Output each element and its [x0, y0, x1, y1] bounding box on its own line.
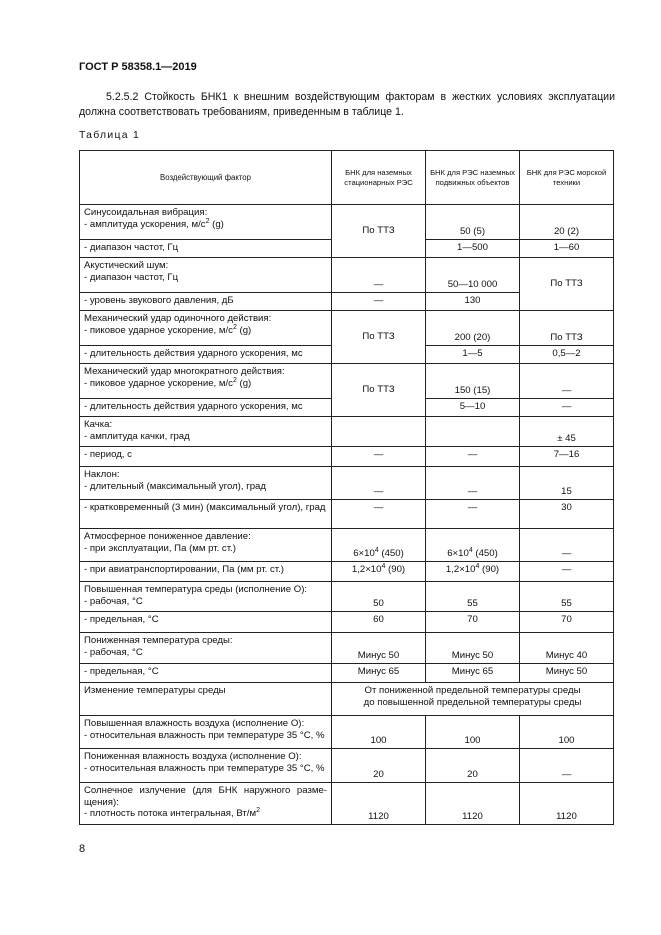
table-row	[80, 664, 614, 683]
value-cell: По ТТЗ	[332, 205, 426, 258]
table-row	[80, 612, 614, 633]
factor-cell	[80, 582, 332, 612]
value-cell: 130	[426, 293, 520, 311]
value-cell: 70	[426, 612, 520, 633]
document-header: ГОСТ Р 58358.1—2019	[79, 61, 197, 73]
factors-table	[79, 150, 614, 825]
value-cell: 1—500	[426, 240, 520, 258]
factor-title: Повышенная температура среды (исполнение О):	[84, 584, 308, 595]
header-col-mobile: БНК для РЭС наземных подвижных объектов	[426, 151, 520, 205]
value-cell: Минус 65	[332, 664, 426, 683]
table-row	[80, 562, 614, 582]
value-cell: —	[520, 399, 614, 417]
factor-title: Пониженная температура среды:	[84, 635, 233, 646]
value-cell	[426, 417, 520, 447]
factor-param: - амплитуда качки, град	[84, 430, 190, 442]
value-cell: 70	[520, 612, 614, 633]
value-cell: 0,5—2	[520, 346, 614, 364]
value-cell: $6\times 10^4$ (450)	[426, 529, 520, 562]
factor-cell	[80, 258, 332, 293]
factor-param: - рабочая, °С	[84, 646, 143, 658]
factor-param: - длительный (максимальный угол), град	[84, 480, 266, 492]
factor-title: Синусоидальная вибрация:	[84, 207, 208, 218]
value-cell: 20	[426, 749, 520, 783]
value-cell: По ТТЗ	[520, 258, 614, 311]
value-cell	[332, 683, 614, 716]
table-row	[80, 749, 614, 783]
page-number: 8	[79, 843, 86, 855]
value-cell: 55	[520, 582, 614, 612]
value-cell: 150 (15)	[426, 364, 520, 399]
value-cell: 55	[426, 582, 520, 612]
factor-param: - амплитуда ускорения, $м/с^2$ (g)	[84, 217, 224, 230]
factor-title: Механический удар многократного действия:	[84, 366, 285, 377]
paragraph-line-2: должна соответствовать требованиям, приведенным в таблице 1.	[79, 106, 404, 118]
table-row	[80, 716, 614, 749]
factor-param: - предельная, °С	[80, 612, 332, 633]
factor-param: - длительность действия ударного ускорения, мс	[80, 399, 332, 417]
value-cell: 100	[332, 716, 426, 749]
factor-param: - диапазон частот, Гц	[84, 271, 179, 283]
value-cell: —	[520, 749, 614, 783]
value-cell: —	[426, 467, 520, 500]
header-factor: Воздействующий фактор	[80, 151, 332, 205]
table-row	[80, 467, 614, 500]
value-cell: —	[520, 364, 614, 399]
table-row	[80, 364, 614, 399]
value-cell: Минус 50	[520, 664, 614, 683]
value-cell: 1120	[520, 783, 614, 825]
table-row	[80, 258, 614, 293]
span-line-2: до повышенной предельной температуры среды	[363, 696, 582, 708]
factor-title: Механический удар одиночного действия:	[84, 313, 272, 324]
factor-param: - относительная влажность при температуре 35 °С, %	[84, 729, 325, 741]
factor-param: - пиковое ударное ускорение, $м/с^2$ (g)	[84, 376, 252, 389]
value-cell: $1,2\times 10^4$ (90)	[332, 562, 426, 582]
value-cell: 1120	[332, 783, 426, 825]
requirement-paragraph	[79, 90, 615, 120]
value-cell: 7—16	[520, 447, 614, 467]
factor-title: Пониженная влажность воздуха (исполнение О):	[84, 751, 302, 762]
value-cell: 1—60	[520, 240, 614, 258]
factor-param: - при эксплуатации, Па (мм рт. ст.)	[84, 542, 236, 554]
value-cell: 1—5	[426, 346, 520, 364]
header-col-stationary: БНК для наземных стационарных РЭС	[332, 151, 426, 205]
value-cell: 50—10 000	[426, 258, 520, 293]
table-row	[80, 205, 614, 240]
table-row	[80, 447, 614, 467]
value-cell: ± 45	[520, 417, 614, 447]
value-cell: —	[332, 258, 426, 293]
value-cell: 15	[520, 467, 614, 500]
span-line-1: От пониженной предельной температуры среды	[364, 685, 581, 696]
value-cell: 30	[520, 500, 614, 529]
value-cell: —	[520, 529, 614, 562]
value-cell: Минус 40	[520, 633, 614, 664]
factor-cell	[80, 783, 332, 825]
value-cell	[332, 417, 426, 447]
table-caption: Таблица 1	[79, 130, 141, 141]
table-row	[80, 311, 614, 346]
factor-title: Акустический шум:	[84, 260, 169, 271]
factor-cell	[80, 417, 332, 447]
factor-cell	[80, 529, 332, 562]
table-row	[80, 500, 614, 529]
header-col-marine: БНК для РЭС морской техники	[520, 151, 614, 205]
factor-cell	[80, 467, 332, 500]
factor-param: - рабочая, °С	[84, 595, 143, 607]
factor-param: - плотность потока интегральная, $Вт/м^2$	[84, 806, 260, 819]
factor-cell	[80, 205, 332, 240]
table-row	[80, 783, 614, 825]
factor-title: Изменение температуры среды	[80, 683, 332, 716]
value-cell: —	[332, 293, 426, 311]
value-cell: 50 (5)	[426, 205, 520, 240]
table-header-row	[80, 151, 614, 205]
value-cell: Минус 50	[332, 633, 426, 664]
factor-cell	[80, 364, 332, 399]
factor-param: - период, с	[80, 447, 332, 467]
factor-title: Качка:	[84, 419, 113, 430]
table-row	[80, 683, 614, 716]
table-row	[80, 529, 614, 562]
table-row	[80, 633, 614, 664]
factor-param: - при авиатранспортировании, Па (мм рт. ст.)	[80, 562, 332, 582]
factor-param: - кратковременный (3 мин) (максимальный угол), град	[80, 500, 332, 529]
paragraph-line-1: 5.2.5.2 Стойкость БНК1 к внешним воздействующим факторам в жестких условиях эксплуатации	[106, 91, 615, 103]
value-cell: По ТТЗ	[332, 364, 426, 417]
value-cell: 60	[332, 612, 426, 633]
value-cell: $1,2\times 10^4$ (90)	[426, 562, 520, 582]
value-cell: —	[332, 467, 426, 500]
factor-param: - относительная влажность при температуре 35 °С, %	[84, 762, 325, 774]
factor-cell	[80, 633, 332, 664]
value-cell: 20 (2)	[520, 205, 614, 240]
factor-cell	[80, 716, 332, 749]
value-cell: Минус 50	[426, 633, 520, 664]
value-cell: —	[426, 500, 520, 529]
value-cell: 50	[332, 582, 426, 612]
factor-title: Повышенная влажность воздуха (исполнение О):	[84, 718, 305, 729]
value-cell: 200 (20)	[426, 311, 520, 346]
value-cell: —	[426, 447, 520, 467]
factor-param: - уровень звукового давления, дБ	[80, 293, 332, 311]
table-row	[80, 582, 614, 612]
factor-param: - предельная, °С	[80, 664, 332, 683]
factor-cell	[80, 749, 332, 783]
factor-title: Солнечное излучение (для БНК наружного разме-щения):	[84, 785, 327, 808]
value-cell: 100	[426, 716, 520, 749]
factor-param: - длительность действия ударного ускорения, мс	[80, 346, 332, 364]
factor-param: - диапазон частот, Гц	[80, 240, 332, 258]
value-cell: Минус 65	[426, 664, 520, 683]
value-cell: —	[332, 500, 426, 529]
factor-param: - пиковое ударное ускорение, $м/с^2$ (g)	[84, 323, 252, 336]
factor-title: Атмосферное пониженное давление:	[84, 531, 251, 542]
table-row	[80, 417, 614, 447]
value-cell: 1120	[426, 783, 520, 825]
value-cell: 20	[332, 749, 426, 783]
value-cell: 5—10	[426, 399, 520, 417]
value-cell: По ТТЗ	[520, 311, 614, 346]
value-cell: —	[332, 447, 426, 467]
value-cell: 100	[520, 716, 614, 749]
factor-title: Наклон:	[84, 469, 120, 480]
factor-cell	[80, 311, 332, 346]
value-cell: —	[520, 562, 614, 582]
value-cell: $6\times 10^4$ (450)	[332, 529, 426, 562]
value-cell: По ТТЗ	[332, 311, 426, 364]
